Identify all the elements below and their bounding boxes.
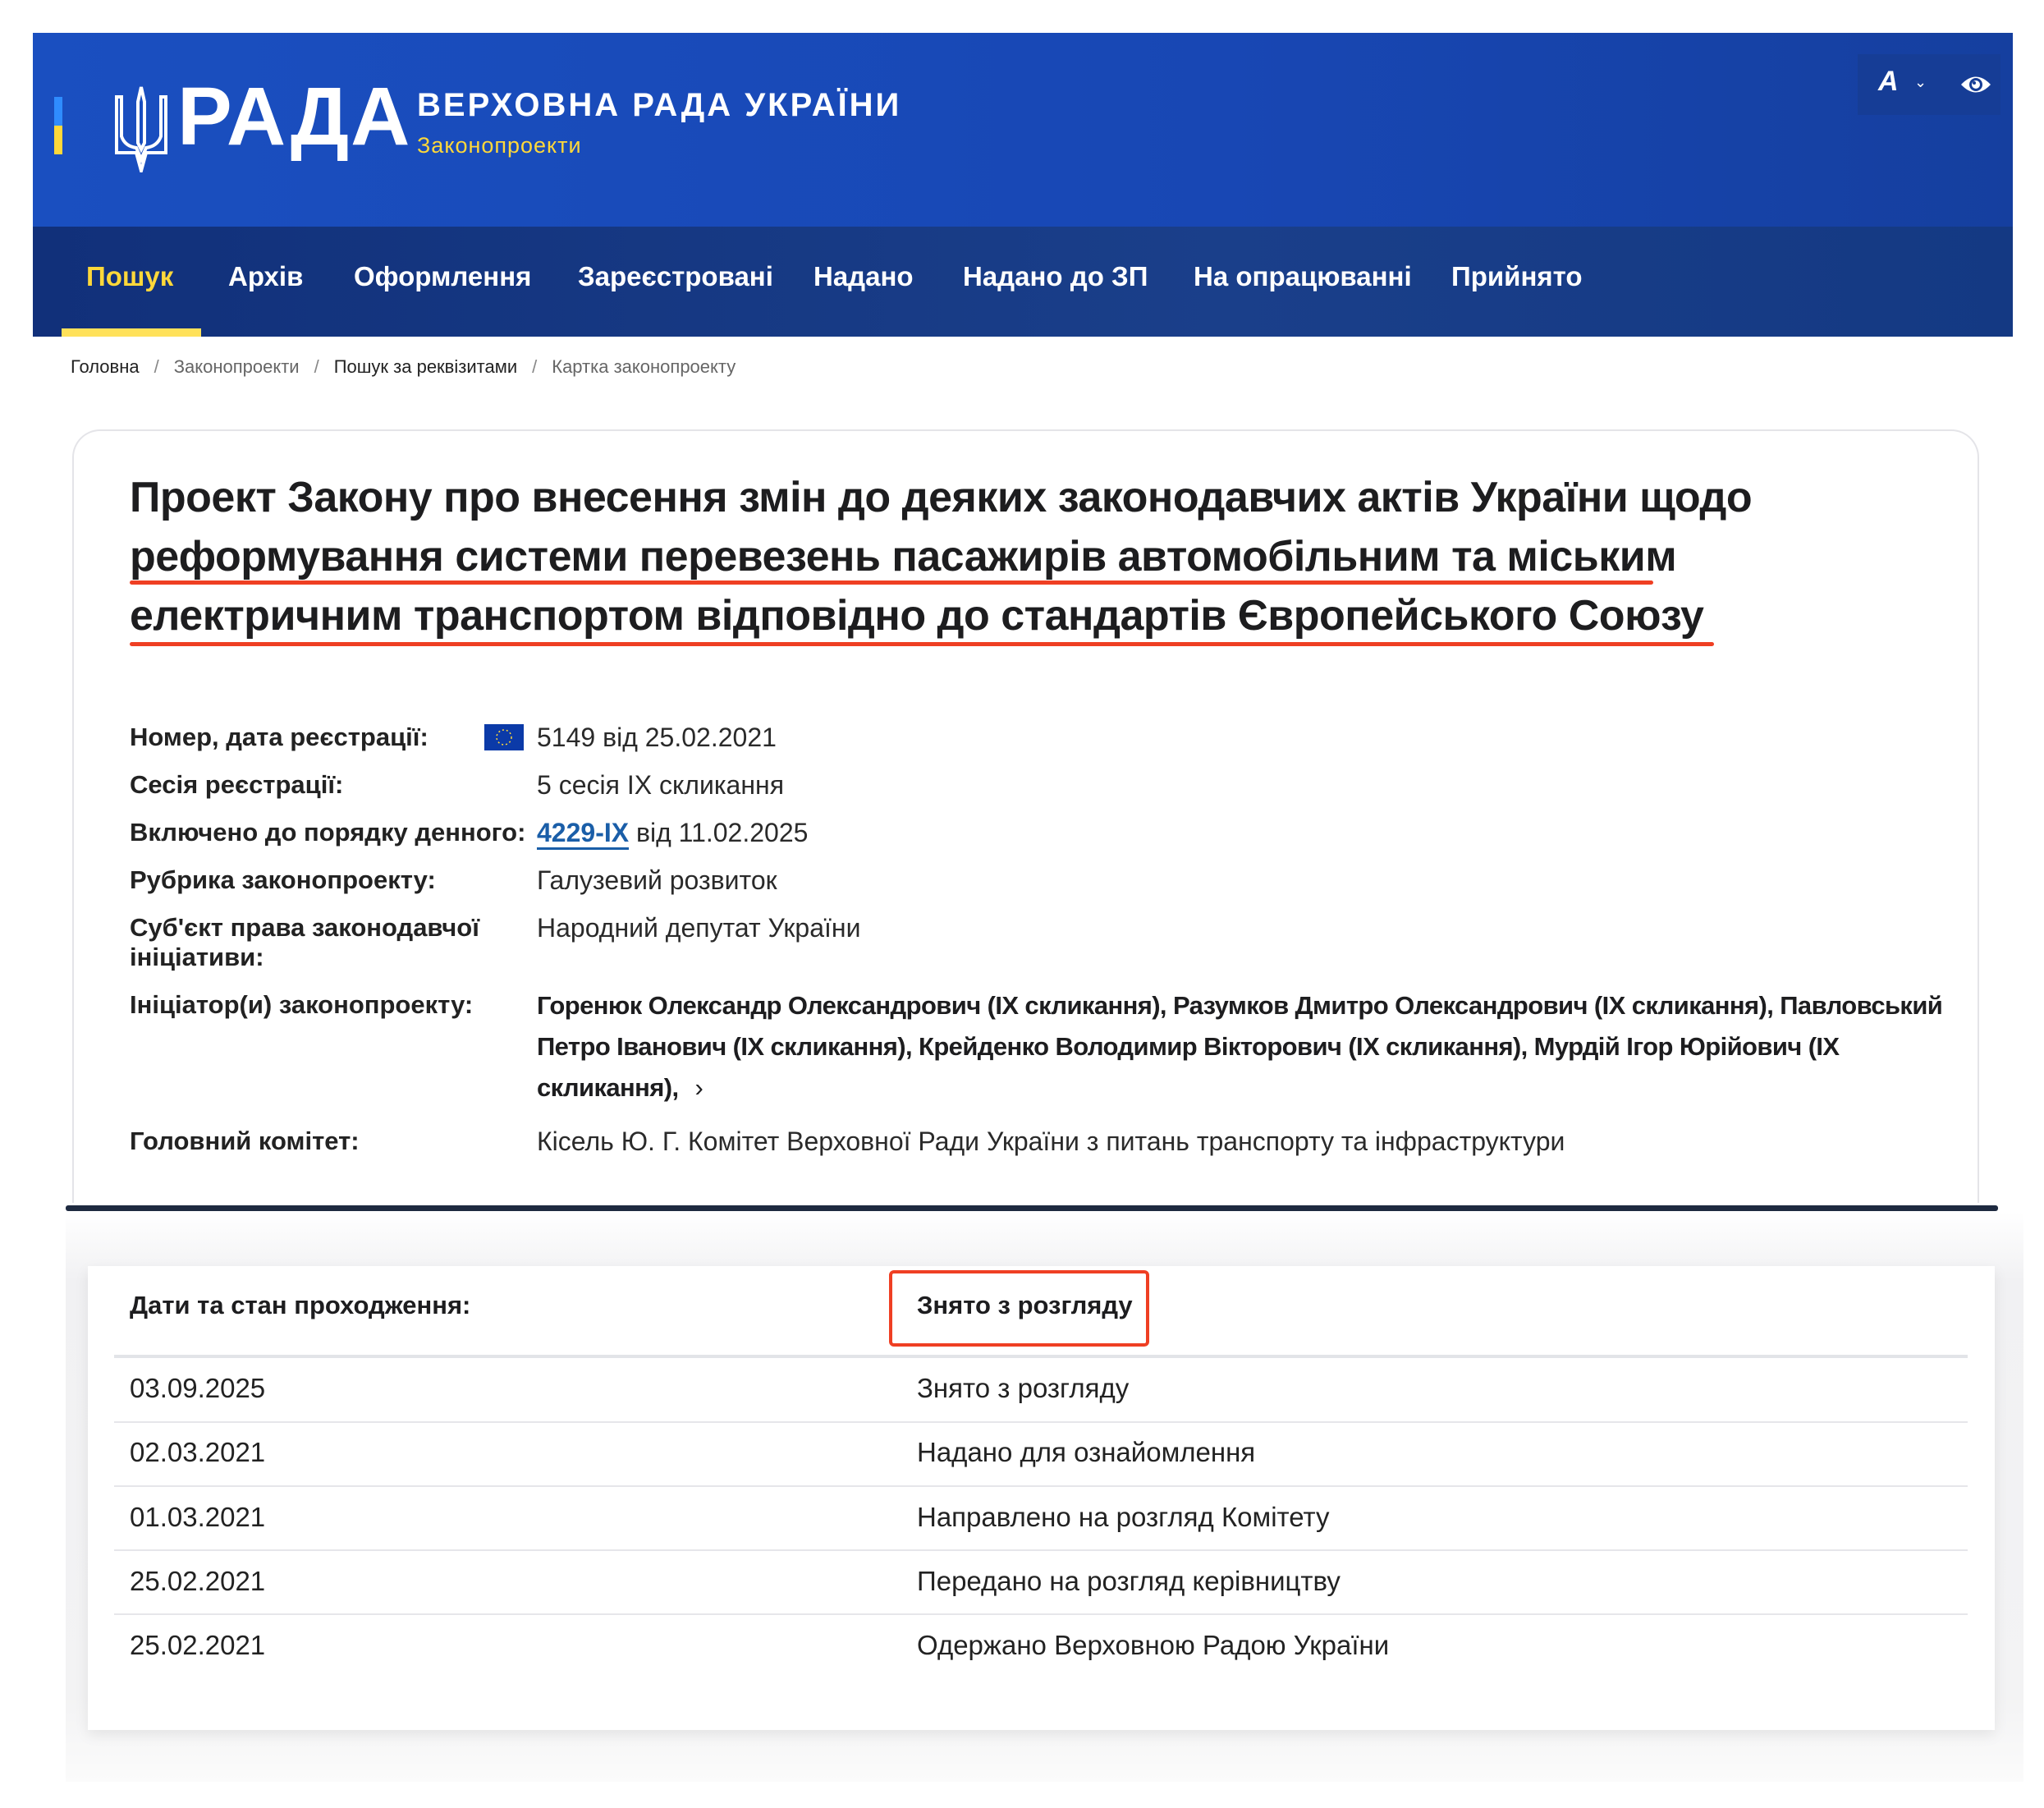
header-divider (114, 1355, 1968, 1358)
breadcrumb (71, 356, 736, 378)
bill-info (130, 723, 1968, 1156)
logo-text[interactable]: РАДА (177, 71, 412, 163)
breadcrumb-separator: / (532, 356, 538, 377)
nav-item-archive[interactable]: Архів (228, 261, 304, 291)
number-label: Номер, дата реєстрації: (130, 723, 429, 751)
flag-stripe-yellow (54, 126, 62, 154)
agenda-date: від 11.02.2025 (629, 818, 809, 847)
bill-title-line-3: електричним транспортом відповідно до стандартів Європейського Союзу (130, 592, 1704, 640)
history-row-status: Передано на розгляд керівництву (917, 1566, 1341, 1596)
nav-item-adopted[interactable]: Прийнято (1451, 261, 1583, 291)
chevron-down-icon[interactable]: ⌄ (1914, 74, 1927, 90)
agenda-link[interactable]: 4229-IX (537, 818, 629, 850)
history-row-date: 03.09.2025 (130, 1373, 266, 1403)
agenda-label: Включено до порядку денного: (130, 818, 526, 847)
initiators-label: Ініціатор(и) законопроекту: (130, 990, 474, 1019)
breadcrumb-separator: / (154, 356, 159, 377)
rubric-label: Рубрика законопроекту: (130, 865, 436, 894)
session-label: Сесія реєстрації: (130, 770, 344, 799)
active-tab-indicator (62, 328, 201, 337)
section-divider (66, 1205, 1998, 1211)
nav-item-in-processing[interactable]: На опрацюванні (1194, 261, 1412, 291)
breadcrumb-current: Картка законопроекту (552, 356, 736, 377)
row-divider (114, 1485, 1968, 1487)
font-size-button[interactable]: A (1878, 66, 1899, 97)
trident-icon (113, 85, 169, 172)
row-divider (114, 1613, 1968, 1615)
nav-item-registered[interactable]: Зареєстровані (578, 261, 773, 291)
chevron-right-icon[interactable]: › (694, 1073, 703, 1102)
site-subtitle[interactable]: Законопроекти (417, 133, 582, 158)
history-row-date: 25.02.2021 (130, 1630, 266, 1660)
rubric-value: Галузевий розвиток (537, 865, 777, 895)
subject-value: Народний депутат України (537, 913, 861, 943)
history-row-date: 02.03.2021 (130, 1437, 266, 1467)
history-header-label: Дати та стан проходження: (130, 1291, 471, 1319)
highlight-underline (130, 580, 1653, 585)
history-row-status: Знято з розгляду (917, 1373, 1130, 1403)
breadcrumb-home[interactable]: Головна (71, 356, 140, 377)
history-row-status: Направлено на розгляд Комітету (917, 1502, 1330, 1532)
eye-icon[interactable] (1960, 74, 1991, 95)
site-title[interactable]: ВЕРХОВНА РАДА УКРАЇНИ (417, 87, 902, 123)
eu-flag-icon (484, 724, 524, 750)
breadcrumb-search[interactable]: Пошук за реквізитами (333, 356, 518, 377)
row-divider (114, 1421, 1968, 1423)
highlight-underline (130, 642, 1714, 646)
breadcrumb-separator: / (314, 356, 319, 377)
history-row-status: Надано для ознайомлення (917, 1437, 1256, 1467)
initiators-value (537, 985, 1968, 1108)
history-row-date: 01.03.2021 (130, 1502, 266, 1532)
nav-item-search[interactable]: Пошук (86, 261, 174, 291)
session-value: 5 сесія IX скликання (537, 770, 785, 800)
nav-item-submitted-to-plenary[interactable]: Надано до ЗП (963, 261, 1148, 291)
bill-title-line-1: Проект Закону про внесення змін до деяких законодавчих актів України щодо (130, 474, 1753, 521)
agenda-value (537, 818, 1968, 847)
flag-stripe-blue (54, 97, 62, 126)
subject-label: Суб'єкт права законодавчої ініціативи: (130, 913, 479, 971)
number-value: 5149 від 25.02.2021 (537, 723, 777, 752)
row-divider (114, 1549, 1968, 1551)
bill-title-line-2: реформування системи перевезень пасажирів автомобільним та міським (130, 533, 1677, 580)
history-row-date: 25.02.2021 (130, 1566, 266, 1596)
nav-item-submitted[interactable]: Надано (813, 261, 914, 291)
history-row-status: Одержано Верховною Радою України (917, 1630, 1390, 1660)
initiators-text[interactable]: Горенюк Олександр Олександрович (IX скликання), Разумков Дмитро Олександрович (IX скликання), Павловський Петро Іванович (IX скликання), Крейденко Володимир Вікторович (IX скликання), Мурдій Ігор Юрійович (IX скликання), (537, 991, 1943, 1102)
number-row-value (537, 723, 1968, 752)
nav-item-drafting[interactable]: Оформлення (354, 261, 532, 291)
breadcrumb-bills[interactable]: Законопроекти (173, 356, 300, 377)
current-status: Знято з розгляду (917, 1291, 1133, 1319)
committee-value: Кісель Ю. Г. Комітет Верховної Ради України з питань транспорту та інфраструктури (537, 1127, 1565, 1156)
committee-label: Головний комітет: (130, 1127, 360, 1155)
